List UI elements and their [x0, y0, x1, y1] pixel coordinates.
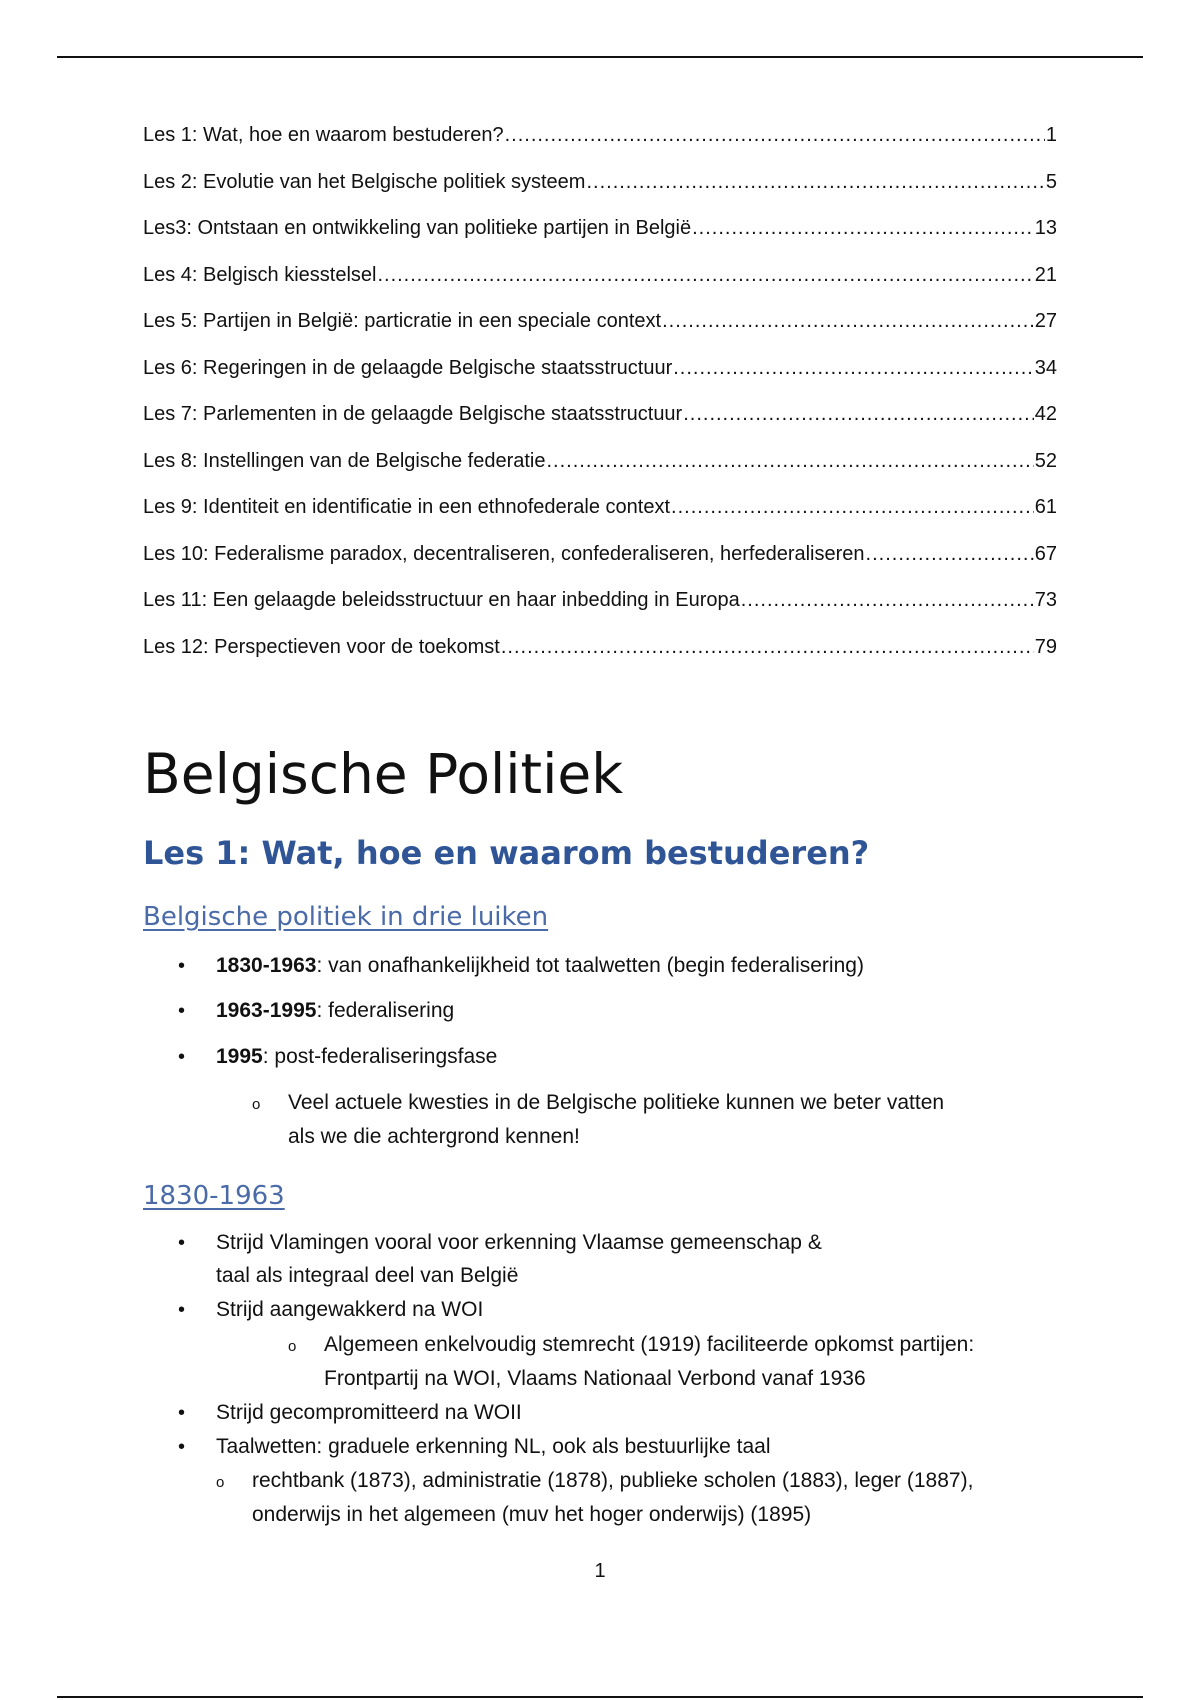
- page-number: 1: [594, 1560, 606, 1582]
- list-item: Strijd aangewakkerd na WOI: [216, 1298, 484, 1321]
- toc-entry-page: 67: [1034, 542, 1057, 565]
- bullet-icon: •: [178, 1299, 186, 1321]
- toc-entry[interactable]: [143, 589, 1057, 636]
- toc-entry[interactable]: [143, 636, 1057, 683]
- sub-list-item-line: rechtbank (1873), administratie (1878), publieke scholen (1883), leger (1887),: [252, 1469, 974, 1492]
- list-item-line: Strijd Vlamingen vooral voor erkenning Vlaamse gemeenschap &: [216, 1231, 822, 1254]
- toc-leader-dots: [741, 589, 1034, 612]
- section-heading-drie-luiken: Belgische politiek in drie luiken: [143, 902, 549, 932]
- toc-entry-label: Les 6: Regeringen in de gelaagde Belgische staatsstructuur: [143, 356, 673, 379]
- sub-list-item-line: Algemeen enkelvoudig stemrecht (1919) faciliteerde opkomst partijen:: [324, 1333, 975, 1356]
- bullet-icon: •: [178, 1436, 186, 1458]
- toc-entry-label: Les 2: Evolutie van het Belgische politiek systeem: [143, 170, 586, 193]
- toc-entry-page: 1: [1045, 124, 1057, 146]
- toc-entry-label: Les 11: Een gelaagde beleidsstructuur en haar inbedding in Europa: [143, 589, 740, 611]
- list-item-line: taal als integraal deel van België: [216, 1264, 519, 1287]
- toc-leader-dots: [692, 217, 1034, 240]
- bullet-icon: •: [178, 1232, 186, 1254]
- list-item-text: : federalisering: [316, 999, 455, 1022]
- toc-leader-dots: [662, 310, 1034, 333]
- sub-list-item-line: als we die achtergrond kennen!: [288, 1125, 580, 1148]
- toc-entry-page: 61: [1034, 496, 1057, 518]
- toc-entry[interactable]: [143, 310, 1057, 357]
- toc-entry[interactable]: [143, 496, 1057, 543]
- circle-bullet-icon: o: [288, 1338, 297, 1355]
- toc-entry-page: 13: [1034, 217, 1057, 239]
- toc-entry-page: 73: [1034, 589, 1057, 611]
- footer-rule: [57, 1696, 1143, 1698]
- toc-leader-dots: [866, 543, 1034, 566]
- list-item: [216, 999, 454, 1023]
- toc-entry-page: 34: [1034, 356, 1057, 379]
- toc-leader-dots: [683, 403, 1034, 426]
- list-item: [216, 954, 864, 978]
- toc-entry-page: 52: [1034, 449, 1057, 472]
- toc-leader-dots: [501, 636, 1034, 659]
- toc-entry-label: Les 4: Belgisch kiesstelsel: [143, 263, 377, 286]
- sub-list-item-line: onderwijs in het algemeen (muv het hoger onderwijs) (1895): [252, 1503, 812, 1526]
- toc-entry[interactable]: [143, 450, 1057, 497]
- bullet-icon: •: [178, 955, 186, 977]
- table-of-contents: [143, 124, 1057, 682]
- toc-entry[interactable]: [143, 403, 1057, 450]
- list-item-period: 1995: [216, 1045, 263, 1068]
- list-item: Strijd gecompromitteerd na WOII: [216, 1401, 522, 1424]
- circle-bullet-icon: o: [216, 1474, 225, 1491]
- toc-entry-page: 21: [1034, 263, 1057, 286]
- toc-entry-label: Les 10: Federalisme paradox, decentraliseren, confederaliseren, herfederaliseren: [143, 542, 865, 565]
- header-rule: [57, 56, 1143, 58]
- circle-bullet-icon: o: [252, 1096, 261, 1113]
- bullet-icon: •: [178, 1402, 186, 1424]
- toc-entry-page: 27: [1034, 310, 1057, 332]
- sub-list-item-line: Frontpartij na WOI, Vlaams Nationaal Verbond vanaf 1936: [324, 1367, 866, 1390]
- list-item: [216, 1045, 497, 1069]
- toc-leader-dots: [673, 357, 1034, 380]
- toc-entry-label: Les 1: Wat, hoe en waarom bestuderen?: [143, 124, 504, 146]
- list-item-period: 1830-1963: [216, 954, 317, 977]
- toc-entry[interactable]: [143, 171, 1057, 218]
- list-item-text: : van onafhankelijkheid tot taalwetten (begin federalisering): [316, 954, 864, 977]
- toc-entry-label: Les 5: Partijen in België: particratie in een speciale context: [143, 310, 662, 332]
- toc-entry-label: Les 9: Identiteit en identificatie in een ethnofederale context: [143, 496, 671, 518]
- toc-entry-page: 42: [1034, 403, 1057, 425]
- toc-entry[interactable]: [143, 357, 1057, 404]
- toc-leader-dots: [671, 496, 1034, 519]
- list-item-text: : post-federaliseringsfase: [262, 1045, 498, 1068]
- toc-entry[interactable]: [143, 543, 1057, 590]
- toc-entry-page: 79: [1034, 635, 1057, 658]
- toc-entry-label: Les 8: Instellingen van de Belgische federatie: [143, 449, 546, 472]
- toc-entry[interactable]: [143, 124, 1057, 171]
- document-title: Belgische Politiek: [143, 742, 624, 806]
- toc-leader-dots: [377, 264, 1033, 287]
- toc-leader-dots: [586, 171, 1044, 194]
- toc-entry-label: Les 12: Perspectieven voor de toekomst: [143, 635, 500, 658]
- toc-entry-label: Les 7: Parlementen in de gelaagde Belgische staatsstructuur: [143, 403, 683, 425]
- toc-entry[interactable]: [143, 217, 1057, 264]
- section-heading-1830-1963: 1830-1963: [143, 1181, 285, 1211]
- lesson-heading: Les 1: Wat, hoe en waarom bestuderen?: [143, 834, 870, 872]
- list-item: Taalwetten: graduele erkenning NL, ook als bestuurlijke taal: [216, 1435, 771, 1458]
- toc-leader-dots: [547, 450, 1034, 473]
- toc-entry[interactable]: [143, 264, 1057, 311]
- bullet-icon: •: [178, 1046, 186, 1068]
- bullet-icon: •: [178, 1000, 186, 1022]
- list-item-period: 1963-1995: [216, 999, 317, 1022]
- toc-leader-dots: [505, 124, 1045, 147]
- sub-list-item-line: Veel actuele kwesties in de Belgische politieke kunnen we beter vatten: [288, 1091, 945, 1114]
- toc-entry-page: 5: [1045, 170, 1057, 193]
- toc-entry-label: Les3: Ontstaan en ontwikkeling van politieke partijen in België: [143, 217, 692, 239]
